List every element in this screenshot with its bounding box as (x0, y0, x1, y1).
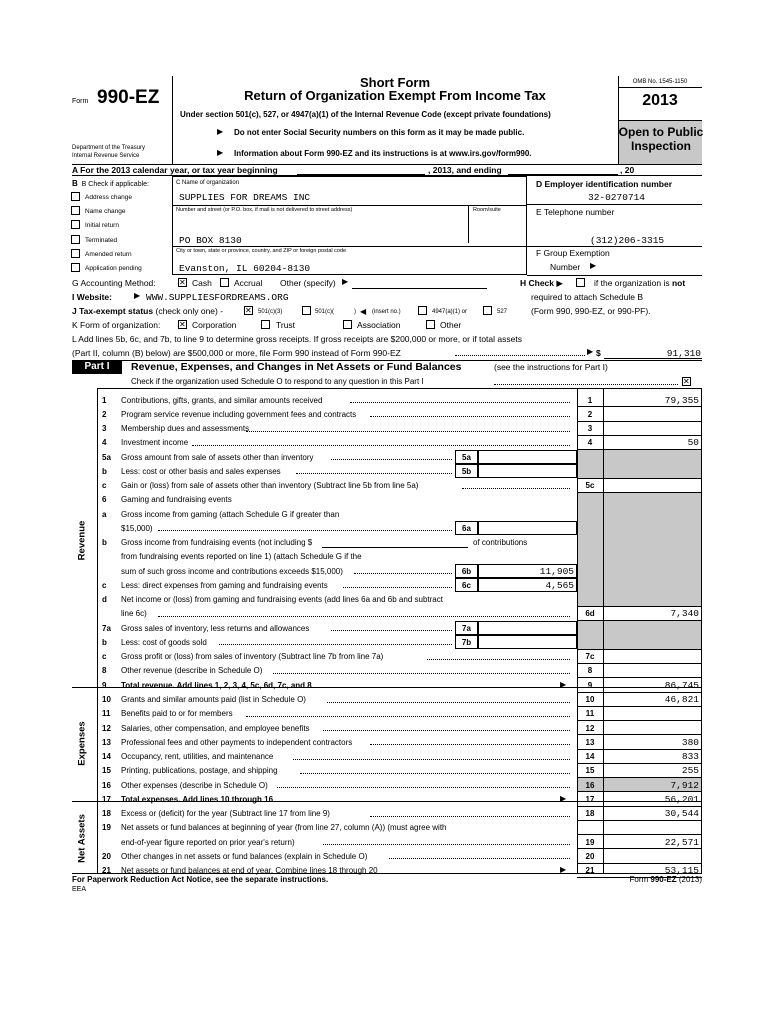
line-number: 7a (102, 623, 111, 633)
line-box-number: 12 (585, 723, 595, 733)
line-box-number: 21 (585, 866, 595, 876)
line-number: 9 (102, 680, 107, 690)
line-label: Total expenses. Add lines 10 through 16 (121, 794, 274, 804)
line-h-text: if the organization is not (594, 278, 686, 288)
4947-label: 4947(a)(1) or (432, 309, 468, 315)
ein-value[interactable]: 32-0270714 (588, 192, 646, 203)
arrow-icon: ▶ (560, 793, 567, 803)
line-number: 12 (102, 723, 111, 733)
line-label: Less: cost of goods sold (121, 637, 207, 647)
expenses-section-label: Expenses (76, 721, 88, 766)
other-org-checkbox[interactable] (426, 320, 435, 329)
arrow-icon: ▶ (590, 261, 597, 270)
inner-box-number: 7a (462, 623, 471, 633)
line-label: Total revenue. Add lines 1, 2, 3, 4, 5c, 6d, 7c, and 8 (121, 680, 312, 690)
line-number: 14 (102, 752, 111, 761)
open-public-label: Open to Public (618, 125, 704, 139)
line-box-number: 6d (585, 609, 595, 619)
group-exemption-label: F Group Exemption (536, 248, 610, 258)
inner-box-number: 6c (462, 580, 471, 590)
line-label: line 6c) (121, 609, 147, 619)
line-box-number: 18 (585, 809, 595, 818)
line-number: b (102, 637, 107, 647)
arrow-icon: ▶ (217, 148, 224, 157)
line-label: Less: direct expenses from gaming and fundraising events (121, 580, 328, 590)
schedule-b-checkbox[interactable] (576, 278, 585, 287)
line-label: Investment income (121, 438, 189, 448)
line-number: 3 (102, 424, 107, 433)
line-label-suffix: of contributions (473, 538, 528, 548)
form-title: Return of Organization Exempt From Income Tax (244, 88, 546, 103)
line-box-number: 17 (585, 794, 595, 804)
line-number: 1 (102, 395, 107, 405)
box-c (172, 176, 527, 275)
line-label: Occupancy, rent, utilities, and maintenance (121, 752, 274, 761)
eea-label: EEA (72, 886, 87, 893)
line-number: 20 (102, 851, 111, 861)
line-label: Other expenses (describe in Schedule O) (121, 780, 268, 790)
form-word: Form (72, 98, 89, 105)
line-label: Net assets or fund balances at end of year. Combine lines 18 through 20 (121, 866, 378, 876)
shaded-area (578, 620, 603, 649)
line-number: 13 (102, 737, 111, 747)
line-number: d (102, 595, 107, 605)
dollar-sign: $ (596, 348, 601, 358)
initial-return-checkbox[interactable] (71, 220, 80, 229)
omb-number: OMB No. 1545-1150 (632, 79, 688, 85)
line-l-text-2: (Part II, column (B) below) are $500,000 or more, file Form 990 instead of Form 990-EZ (72, 348, 401, 358)
line-number: a (102, 509, 107, 519)
line-label: Salaries, other compensation, and employee benefits (121, 723, 310, 733)
line-label: Other revenue (describe in Schedule O) (121, 666, 263, 676)
revenue-section-label: Revenue (76, 520, 88, 561)
line-a-end: , 20 (620, 165, 635, 175)
info-note: Information about Form 990-EZ and its instructions is at www.irs.gov/form990. (234, 149, 532, 158)
inner-box-number: 7b (461, 637, 472, 647)
org-name-label: C Name of organization (176, 180, 240, 186)
other-method-field[interactable] (352, 288, 487, 289)
line-label: Gross income from gaming (attach Schedule G if greater than (121, 509, 340, 519)
trust-label: Trust (276, 320, 296, 330)
inspection-label: Inspection (630, 139, 691, 153)
line-number: 18 (102, 809, 111, 818)
line-number: 6 (102, 495, 107, 505)
527-checkbox[interactable] (483, 306, 492, 315)
line-box-number: 14 (585, 752, 595, 761)
website-label: I Website: (72, 292, 112, 302)
line-amount-value[interactable]: 7,340 (670, 608, 699, 620)
line-amount-value[interactable]: 86,745 (664, 679, 699, 691)
line-label: Other changes in net assets or fund balances (explain in Schedule O) (121, 851, 368, 861)
amended-return-checkbox[interactable] (71, 249, 80, 258)
line-amount-value[interactable]: 255 (681, 765, 699, 777)
line-label: Membership dues and assessments (121, 424, 250, 433)
inner-amount-box (478, 635, 577, 649)
org-name-value[interactable]: SUPPLIES FOR DREAMS INC (179, 192, 311, 203)
schedule-o-checkbox[interactable] (682, 377, 691, 386)
name-change-checkbox[interactable] (71, 206, 80, 215)
501c-label: 501(c)( (315, 309, 335, 315)
dept-treasury: Department of the Treasury (72, 145, 146, 151)
line-number: 16 (102, 780, 111, 790)
line-box-number: 8 (587, 666, 593, 676)
501c3-label: 501(c)(3) (258, 309, 283, 315)
line-amount-value[interactable]: 46,821 (664, 694, 699, 705)
shaded-area (604, 620, 701, 649)
line-label: Gaming and fundraising events (121, 495, 232, 505)
line-label: Gross income from fundraising events (not including $ (121, 538, 313, 548)
line-box-number: 7c (585, 652, 595, 662)
line-h-label: H Check ▶ (520, 278, 563, 288)
terminated-checkbox[interactable] (71, 235, 80, 244)
form-number: 990-EZ (97, 87, 160, 108)
line-number: 4 (102, 438, 107, 448)
tax-year: 2013 (642, 92, 678, 109)
application-pending-checkbox[interactable] (71, 263, 80, 272)
line-h-text-3: (Form 990, 990-EZ, or 990-PF). (531, 306, 651, 316)
gross-receipts-value[interactable]: 91,310 (666, 348, 701, 359)
line-l-text-1: L Add lines 5b, 6c, and 7b, to line 9 to determine gross receipts. If gross receipts are $200,000 or more, or if total assets (72, 334, 522, 344)
arrow-icon: ▶ (587, 347, 594, 356)
line-box-number: 20 (585, 851, 595, 861)
arrow-left-icon: ◀ (360, 307, 367, 316)
line-amount-value[interactable]: 50 (687, 437, 699, 449)
inner-amount-box (478, 464, 577, 478)
line-box-number: 19 (585, 837, 595, 847)
501c-close-paren: ) (354, 309, 356, 315)
part-1-title: Revenue, Expenses, and Changes in Net Assets or Fund Balances (131, 361, 462, 373)
line-amount-value[interactable]: 7,912 (670, 779, 699, 791)
arrow-icon: ▶ (217, 127, 224, 136)
line-label: Net assets or fund balances at beginning of year (from line 27, column (A)) (must agree with (121, 823, 447, 833)
shaded-area (604, 449, 701, 478)
501c3-checkbox[interactable] (244, 306, 253, 315)
line-label: Gross sales of inventory, less returns and allowances (121, 623, 310, 633)
line-number: 10 (102, 695, 111, 704)
form-of-org-label: K Form of organization: (72, 320, 161, 330)
terminated-label: Terminated (85, 237, 118, 244)
line-number: b (102, 538, 107, 548)
line-label: Contributions, gifts, grants, and similar amounts received (121, 395, 323, 405)
line-number: 2 (102, 409, 107, 419)
cash-checkbox[interactable] (178, 278, 187, 287)
shaded-area (578, 449, 603, 478)
line-label: from fundraising events reported on line 1) (attach Schedule G if the (121, 552, 362, 562)
line-amount-value[interactable]: 56,201 (664, 793, 699, 805)
box-b-label: B B Check if applicable: (72, 179, 149, 188)
insert-no-label: (insert no.) (372, 309, 401, 315)
line-box-number: 15 (585, 766, 595, 776)
initial-return-label: Initial return (85, 222, 119, 229)
line-amount-value[interactable]: 833 (681, 751, 699, 762)
arrow-icon: ▶ (134, 291, 141, 300)
line-label: Excess or (deficit) for the year (Subtract line 17 from line 9) (121, 809, 330, 818)
arrow-icon: ▶ (560, 679, 567, 689)
schedule-o-check-text: Check if the organization used Schedule O to respond to any question in this Part I (131, 377, 424, 386)
line-label: Less: cost or other basis and sales expenses (121, 466, 281, 476)
under-section: Under section 501(c), 527, or 4947(a)(1) of the Internal Revenue Code (except private foundations) (180, 110, 551, 119)
inner-amount-box (478, 621, 577, 635)
line-number: b (102, 466, 107, 476)
association-checkbox[interactable] (343, 320, 352, 329)
line-number: c (102, 481, 107, 491)
website-value[interactable]: WWW.SUPPLIESFORDREAMS.ORG (146, 292, 289, 303)
no-ssn-note: Do not enter Social Security numbers on this form as it may be made public. (234, 128, 525, 137)
line-box-number: 10 (585, 695, 595, 704)
accounting-method-label: G Accounting Method: (72, 278, 156, 288)
line-label: Professional fees and other payments to independent contractors (121, 737, 353, 747)
inner-box-number: 5a (462, 452, 471, 462)
line-label: Gross amount from sale of assets other than inventory (121, 452, 314, 462)
line-box-number: 9 (587, 680, 593, 690)
application-pending-label: Application pending (85, 265, 142, 272)
part-1-note: (see the instructions for Part I) (494, 362, 608, 372)
room-suite-label: Room/suite (473, 207, 501, 213)
line-number: 21 (102, 866, 111, 876)
group-exemption-number-label: Number (550, 262, 581, 272)
inner-amount-box (478, 450, 577, 464)
cash-label: Cash (192, 278, 212, 288)
city-label: City or town, state or province, country, and ZIP or foreign postal code (176, 248, 347, 254)
line-box-number: 11 (585, 709, 595, 719)
corporation-checkbox[interactable] (178, 320, 187, 329)
trust-checkbox[interactable] (261, 320, 270, 329)
line-number: c (102, 652, 107, 662)
line-box-number: 4 (587, 438, 593, 448)
accrual-label: Accrual (234, 278, 263, 288)
line-label: $15,000) (121, 523, 153, 533)
inner-box-number: 6b (461, 566, 472, 576)
street-label: Number and street (or P.O. box, if mail is not delivered to street address) (176, 207, 353, 213)
irs-label: Internal Revenue Service (72, 153, 140, 159)
net-assets-section-label: Net Assets (76, 814, 88, 863)
line-box-number: 16 (585, 780, 595, 790)
arrow-icon: ▶ (342, 277, 349, 286)
form-title-short: Short Form (359, 75, 431, 90)
line-number: 5a (102, 452, 111, 462)
line-label: sum of such gross income and contributions exceeds $15,000) (121, 566, 343, 576)
telephone-label: E Telephone number (536, 207, 615, 217)
line-amount-value[interactable]: 30,544 (664, 808, 699, 819)
line-amount-value[interactable]: 79,355 (664, 394, 699, 406)
line-box-number: 2 (587, 409, 593, 419)
part-1-tag: Part I (72, 361, 122, 374)
line-label: Net income or (loss) from gaming and fundraising events (add lines 6a and 6b and subtract (121, 595, 443, 605)
address-change-label: Address change (85, 194, 132, 201)
line-number: 11 (102, 709, 111, 719)
line-box-number: 5c (585, 481, 595, 491)
amended-return-label: Amended return (85, 251, 132, 258)
line-number: 15 (102, 766, 111, 776)
line-number: c (102, 580, 107, 590)
city-value[interactable]: Evanston, IL 60204-8130 (179, 263, 311, 274)
line-number: 19 (102, 823, 111, 833)
shaded-area (604, 492, 701, 606)
inner-amount-box (478, 521, 577, 535)
line-amount-value[interactable]: 380 (681, 736, 699, 748)
inner-amount-value[interactable]: 4,565 (545, 579, 574, 591)
shaded-area (578, 492, 603, 606)
line-label: Gain or (loss) from sale of assets other than inventory (Subtract line 5b from line 5a) (121, 481, 419, 491)
line-label: Program service revenue including government fees and contracts (121, 409, 357, 419)
line-box-number: 1 (587, 395, 593, 405)
line-a-mid: , 2013, and ending (428, 165, 502, 175)
tax-exempt-status-label: J Tax-exempt status (check only one) - (72, 306, 224, 316)
ein-label: D Employer identification number (536, 179, 673, 189)
line-label: Gross profit or (loss) from sales of inventory (Subtract line 7b from line 7a) (121, 652, 384, 662)
line-number: 8 (102, 666, 107, 676)
accrual-checkbox[interactable] (220, 278, 229, 287)
line-number: 17 (102, 794, 111, 804)
501c-checkbox[interactable] (302, 306, 311, 315)
other-org-label: Other (440, 320, 462, 330)
footer-form-id: Form 990-EZ (2013) (629, 875, 702, 884)
line-h-text-2: required to attach Schedule B (531, 292, 643, 302)
inner-amount-value[interactable]: 11,905 (539, 565, 574, 577)
line-label: Benefits paid to or for members (121, 709, 233, 719)
line-box-number: 3 (587, 424, 593, 433)
inner-box-number: 5b (461, 466, 472, 476)
association-label: Association (357, 320, 401, 330)
4947-checkbox[interactable] (418, 306, 427, 315)
line-label: Printing, publications, postage, and shipping (121, 766, 278, 776)
corporation-label: Corporation (192, 320, 237, 330)
street-value[interactable]: PO BOX 8130 (179, 235, 242, 246)
arrow-icon: ▶ (560, 865, 567, 875)
telephone-value[interactable]: (312)206-3315 (590, 235, 665, 246)
inner-box-number: 6a (462, 523, 471, 533)
line-amount-value[interactable]: 53,115 (664, 865, 699, 877)
line-label: Grants and similar amounts paid (list in Schedule O) (121, 695, 306, 704)
name-change-label: Name change (85, 208, 126, 215)
line-box-number: 13 (585, 737, 595, 747)
other-method-label: Other (specify) (280, 278, 336, 288)
address-change-checkbox[interactable] (71, 192, 80, 201)
line-amount-value[interactable]: 22,571 (664, 836, 699, 848)
527-label: 527 (497, 309, 508, 315)
line-label: end-of-year figure reported on prior year's return) (121, 837, 295, 847)
line-a-label: A For the 2013 calendar year, or tax year beginning (72, 165, 278, 175)
paperwork-notice: For Paperwork Reduction Act Notice, see the separate instructions. (72, 875, 329, 884)
